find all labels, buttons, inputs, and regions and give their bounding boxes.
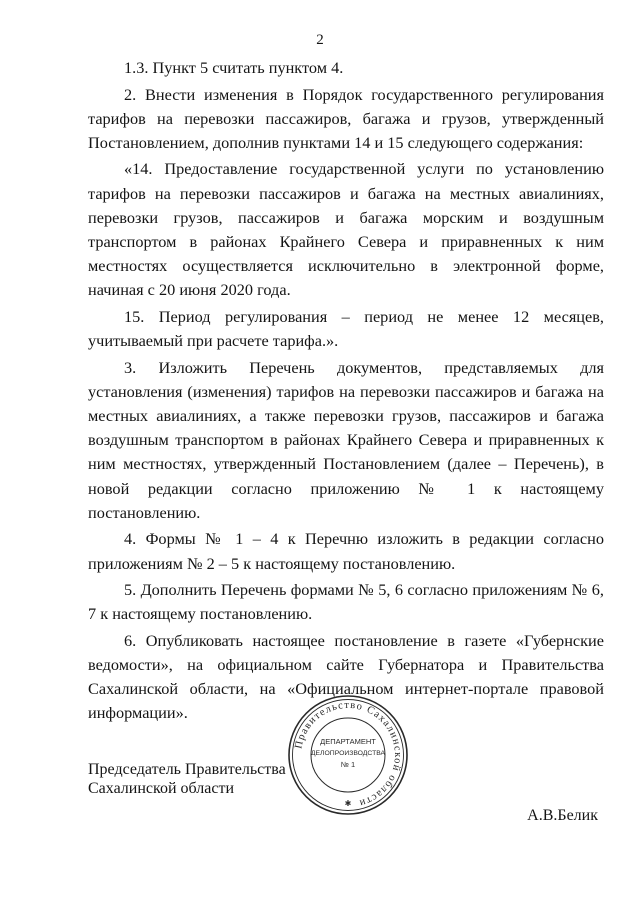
signature-position-line-1: Председатель Правительства <box>88 761 286 778</box>
paragraph-15: 15. Период регулирования – период не менее 12 месяцев, учитываемый при расчете тарифа.». <box>88 306 604 351</box>
stamp-center-line-2: ДЕЛОПРОИЗВОДСТВА <box>310 750 386 757</box>
paragraph-1-3: 1.3. Пункт 5 считать пунктом 4. <box>124 58 344 77</box>
document-body <box>88 56 604 728</box>
stamp-ring-text: Правительство Сахалинской области <box>293 699 404 809</box>
paragraph-6: 6. Опубликовать настоящее постановление в газете «Губернские ведомости», на официальном сайте Губернатора и Правительства Сахалинской области, на «Официальном интернет-портале правовой информации». <box>88 630 604 723</box>
stamp-star-icon: ✱ <box>344 799 352 808</box>
signature-position-line-2: Сахалинской области <box>88 780 235 797</box>
signature-name: А.В.Белик <box>527 807 598 824</box>
stamp-center-line-1: ДЕПАРТАМЕНТ <box>320 737 376 746</box>
paragraph-14: «14. Предоставление государственной услуги по установлению тарифов на перевозки пассажиров и багажа на местных авиалиниях, перевозки грузов, пассажиров и багажа морским и воздушным транспортом в районах Крайнего Севера и приравненных к ним местностях осуществляется исключительно в электронной форме, начиная с 20 июня 2020 года. <box>88 159 604 300</box>
paragraph-2: 2. Внести изменения в Порядок государственного регулирования тарифов на перевозки пассажиров, багажа и грузов, утвержденный Постановлением, дополнив пунктами 14 и 15 следующего содержания: <box>88 84 604 152</box>
paragraph-5: 5. Дополнить Перечень формами № 5, 6 согласно приложениям № 6, 7 к настоящему постановлению. <box>88 580 604 624</box>
paragraph-3: 3. Изложить Перечень документов, представляемых для установления (изменения) тарифов на перевозки пассажиров и багажа на местных авиалиниях, а также перевозки грузов, пассажиров и багажа воздушным транспортом в районах Крайнего Севера и приравненных к ним местностях, утвержденный Постановлением (далее – Перечень), в новой редакции согласно приложению № 1 к настоящему постановлению. <box>88 357 604 522</box>
paragraph-4: 4. Формы № 1 – 4 к Перечню изложить в редакции согласно приложениям № 2 – 5 к настоящему постановлению. <box>88 529 604 573</box>
page-number: 2 <box>316 32 324 48</box>
signature-position <box>88 760 286 798</box>
official-stamp <box>286 693 410 817</box>
stamp-center-line-3: № 1 <box>340 760 356 769</box>
